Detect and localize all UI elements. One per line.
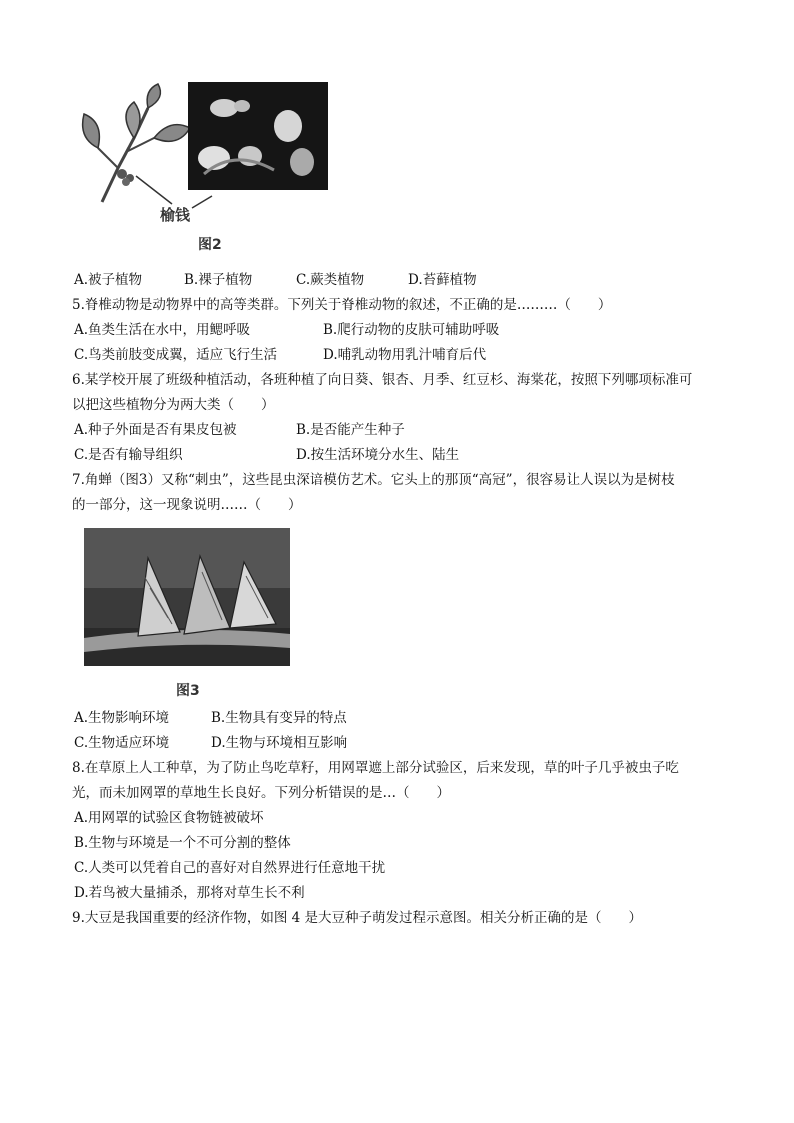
q9-stem: 9.大豆是我国重要的经济作物，如图 4 是大豆种子萌发过程示意图。相关分析正确的是（ ） <box>72 910 643 926</box>
q5-stem: 5.脊椎动物是动物界中的高等类群。下列关于脊椎动物的叙述，不正确的是………（ ） <box>72 297 612 313</box>
figure-3-caption: 图3 <box>176 683 200 699</box>
q7-stem-line-2: 的一部分，这一现象说明……（ ） <box>72 497 302 513</box>
fruit-1 <box>117 169 127 179</box>
leaf-top <box>147 84 160 108</box>
q7-option-c: C.生物适应环境 <box>74 735 170 751</box>
q4-option-b: B.裸子植物 <box>184 272 253 288</box>
q6-option-b: B.是否能产生种子 <box>296 422 405 438</box>
q6-stem-line-1: 6.某学校开展了班级种植活动，各班种植了向日葵、银杏、月季、红豆杉、海棠花，按照下列哪项标准可 <box>72 372 693 388</box>
q4-option-c: C.蕨类植物 <box>296 272 365 288</box>
q6-option-c: C.是否有输导组织 <box>74 447 183 463</box>
q7-stem-line-1: 7.角蝉（图3）又称“刺虫”，这些昆虫深谙模仿艺术。它头上的那顶“高冠”，很容易让人误以为是树枝 <box>72 472 675 488</box>
q8-option-b: B.生物与环境是一个不可分割的整体 <box>74 835 291 851</box>
q5-option-d: D.哺乳动物用乳汁哺育后代 <box>323 347 487 363</box>
q8-option-c: C.人类可以凭着自己的喜好对自然界进行任意地干扰 <box>74 860 386 876</box>
fruit-3 <box>122 178 130 186</box>
q4-option-d: D.苔藓植物 <box>408 272 477 288</box>
q5-option-c: C.鸟类前肢变成翼，适应飞行生活 <box>74 347 278 363</box>
figure-2-caption: 图2 <box>198 237 222 253</box>
q6-option-d: D.按生活环境分水生、陆生 <box>296 447 460 463</box>
q8-stem-line-2: 光，而未加网罩的草地生长良好。下列分析错误的是…（ ） <box>72 785 450 801</box>
q7-option-d: D.生物与环境相互影响 <box>211 735 348 751</box>
q6-stem-line-2: 以把这些植物分为两大类（ ） <box>72 397 275 413</box>
q8-option-a: A.用网罩的试验区食物链被破坏 <box>74 810 264 826</box>
q7-option-a: A.生物影响环境 <box>74 710 170 726</box>
q5-option-b: B.爬行动物的皮肤可辅助呼吸 <box>323 322 500 338</box>
leaf-right <box>154 125 190 142</box>
q7-option-b: B.生物具有变异的特点 <box>211 710 347 726</box>
figure-2-label-yuqian: 榆钱 <box>160 206 191 224</box>
figure-2-illustration <box>74 78 334 238</box>
leaf-left <box>83 114 100 148</box>
q5-option-a: A.鱼类生活在水中，用鳃呼吸 <box>74 322 251 338</box>
q6-option-a: A.种子外面是否有果皮包被 <box>74 422 237 438</box>
q4-option-a: A.被子植物 <box>74 272 143 288</box>
figure-3-photo <box>84 528 290 666</box>
q8-option-d: D.若鸟被大量捕杀，那将对草生长不利 <box>74 885 305 901</box>
q8-stem-line-1: 8.在草原上人工种草，为了防止鸟吃草籽，用网罩遮上部分试验区，后来发现，草的叶子几乎被虫子吃 <box>72 760 679 776</box>
